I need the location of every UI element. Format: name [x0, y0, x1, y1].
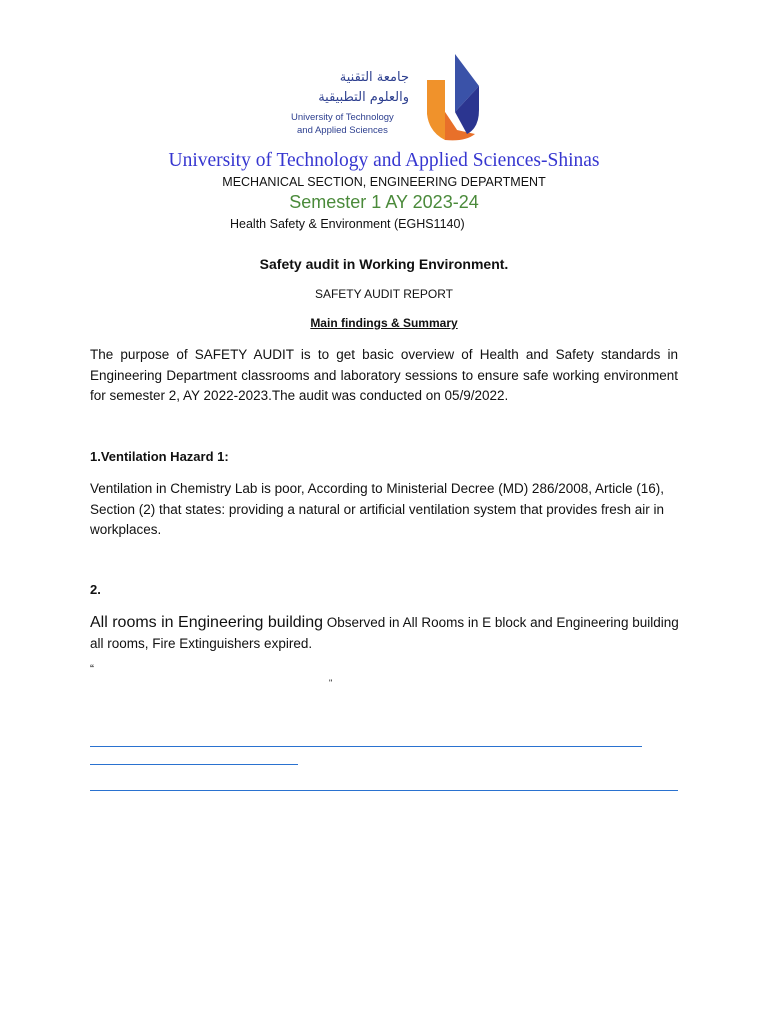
semester-label: Semester 1 AY 2023-24: [289, 192, 479, 212]
logo-arabic-line2: والعلوم التطبيقية: [318, 90, 409, 105]
item2-heading: 2.: [90, 582, 101, 597]
blank-line-3: [90, 790, 678, 791]
university-logo: [283, 46, 485, 150]
section-heading: Main findings & Summary: [310, 316, 458, 330]
blank-line-2: [90, 764, 298, 765]
intro-paragraph: The purpose of SAFETY AUDIT is to get basic overview of Health and Safety standards in Engineering Department classrooms and laboratory sessions to ensure safe working environment for semester 2, AY 2022-2023.The audit was conducted on 05/9/2022.: [90, 347, 678, 403]
report-title: Safety audit in Working Environment.: [259, 256, 509, 272]
item2-lead: All rooms in Engineering building: [90, 614, 324, 631]
logo-english-line1: University of Technology: [291, 112, 394, 123]
item2-paragraph: [90, 612, 690, 654]
department-name: MECHANICAL SECTION, ENGINEERING DEPARTMENT: [222, 175, 546, 189]
logo-mark-icon: [423, 50, 485, 142]
quote-open: “: [90, 662, 94, 676]
quote-close: ": [329, 678, 333, 688]
logo-arabic-line1: جامعة التقنية: [339, 70, 409, 85]
logo-english-line2: and Applied Sciences: [297, 125, 388, 136]
item1-paragraph: Ventilation in Chemistry Lab is poor, According to Ministerial Decree (MD) 286/2008, Article (16), Section (2) that states: providing a natural or artificial ventilation system that provides fresh air in workplaces.: [90, 481, 665, 537]
item2-text: Observed in All Rooms in E block and Engineering building all rooms, Fire Extinguishers expired.: [90, 615, 679, 651]
item1-heading: 1.Ventilation Hazard 1:: [90, 449, 229, 464]
university-name: University of Technology and Applied Sciences-Shinas: [168, 150, 600, 171]
report-subtitle: SAFETY AUDIT REPORT: [314, 287, 454, 301]
course-name: Health Safety & Environment (EGHS1140): [230, 217, 465, 231]
blank-line-1: [90, 746, 642, 747]
